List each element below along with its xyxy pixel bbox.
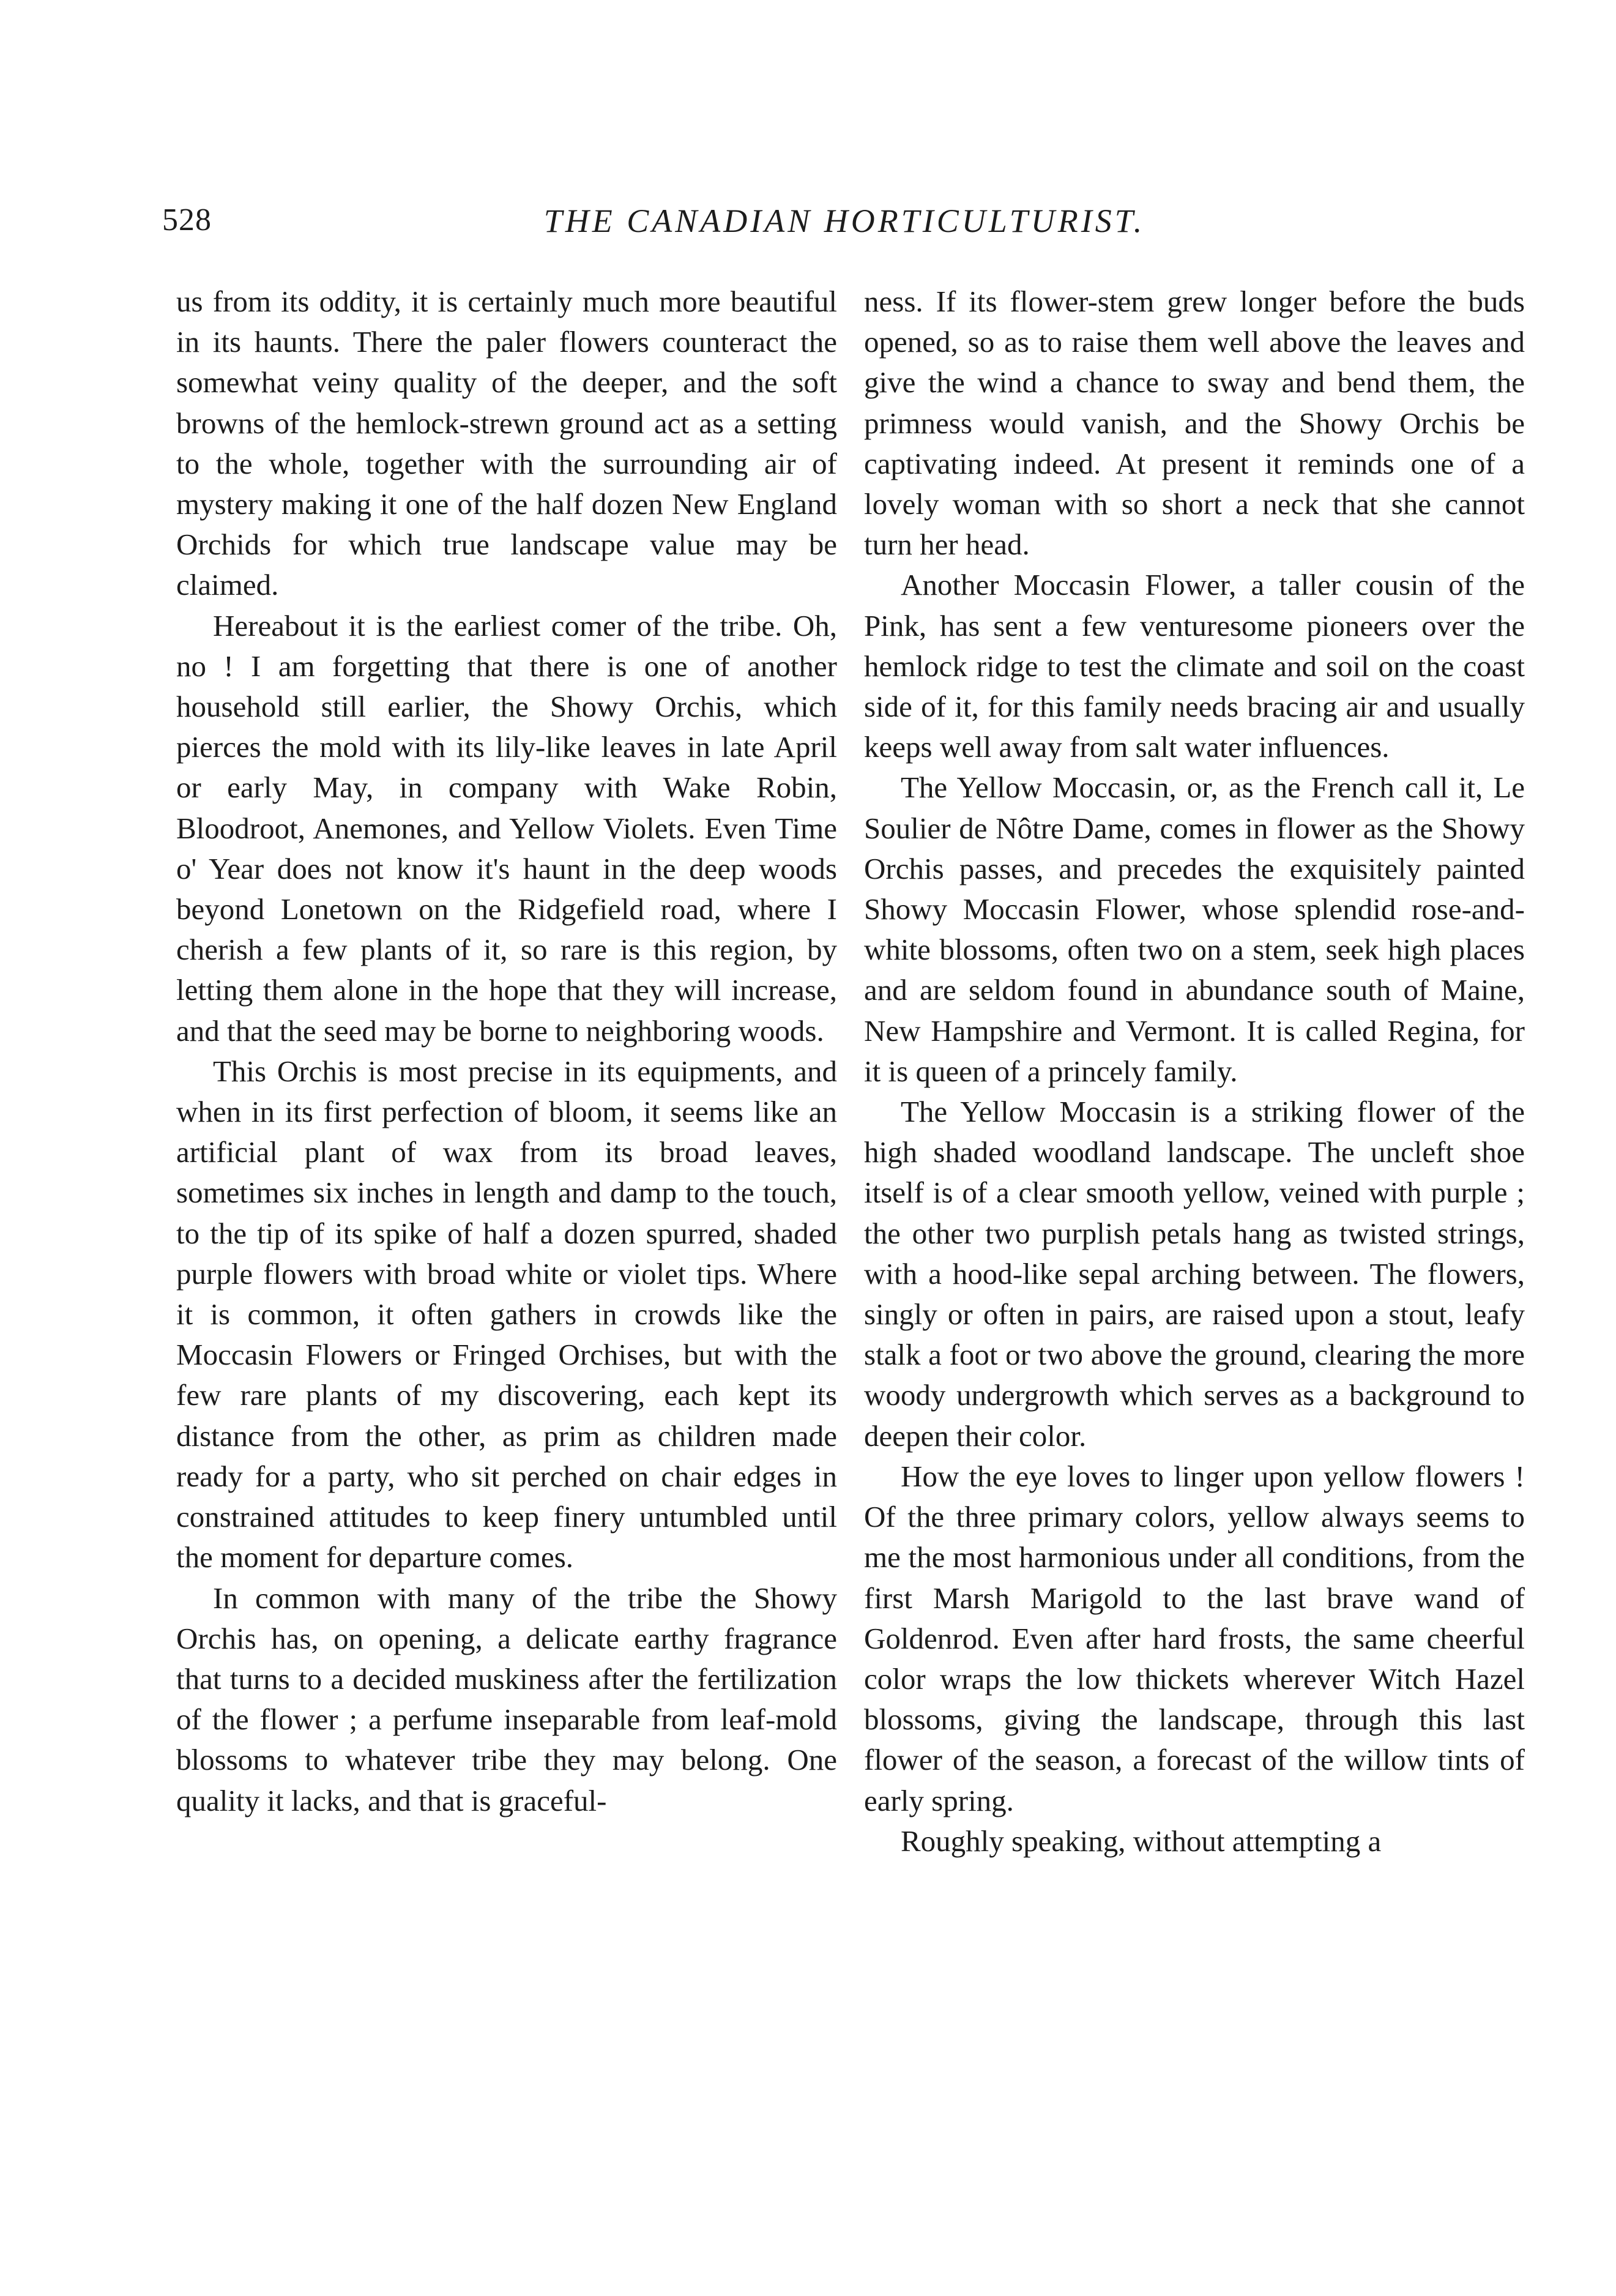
paragraph: us from its oddity, it is certainly much more beautiful in its haunts. There the paler flowers counteract the somewhat veiny quality of the deeper, and the soft browns of the hemlock-strewn ground act as a setting to the whole, together with the surrounding air of mystery making it one of the half dozen New England Orchids for which true landscape value may be claimed. (176, 285, 837, 602)
running-title: THE CANADIAN HORTICULTURIST. (543, 203, 1145, 239)
right-column (864, 281, 1525, 1862)
paragraph: In common with many of the tribe the Showy Orchis has, on opening, a delicate earthy fragrance that turns to a decided muskiness after the fertilization of the flower ; a perfume inseparable from leaf-mold blossoms to whatever tribe they may belong. One quality it lacks, and that is graceful- (176, 1581, 837, 1817)
paragraph: This Orchis is most precise in its equipments, and when in its first perfection of bloom, it seems like an artificial plant of wax from its broad leaves, sometimes six inches in length and damp to the touch, to the tip of its spike of half a dozen spurred, shaded purple flowers with broad white or violet tips. Where it is common, it often gathers in crowds like the Moccasin Flowers or Fringed Orchises, but with the few rare plants of my discovering, each kept its distance from the other, as prim as children made ready for a party, who sit perched on chair edges in constrained attitudes to keep finery untumbled until the moment for departure comes. (176, 1054, 837, 1575)
left-column (176, 281, 837, 1821)
paragraph: Another Moccasin Flower, a taller cousin of the Pink, has sent a few venturesome pioneers over the hemlock ridge to test the climate and soil on the coast side of it, for this family needs bracing air and usually keeps well away from salt water influences. (864, 568, 1525, 764)
paragraph: How the eye loves to linger upon yellow flowers ! Of the three primary colors, yellow always seems to me the most harmonious under all conditions, from the first Marsh Marigold to the last brave wand of Goldenrod. Even after hard frosts, the same cheerful color wraps the low thickets wherever Witch Hazel blossoms, giving the landscape, through this last flower of the season, a forecast of the willow tints of early spring. (864, 1459, 1525, 1817)
page-header (162, 202, 1527, 251)
paragraph: Hereabout it is the earliest comer of the tribe. Oh, no ! I am forgetting that there is one of another household still earlier, the Showy Orchis, which pierces the mold with its lily-like leaves in late April or early May, in company with Wake Robin, Bloodroot, Anemones, and Yellow Violets. Even Time o' Year does not know it's haunt in the deep woods beyond Lonetown on the Ridgefield road, where I cherish a few plants of it, so rare is this region, by letting them alone in the hope that they will increase, and that the seed may be borne to neighboring woods. (176, 608, 837, 1048)
page-number: 528 (162, 203, 212, 237)
paragraph: The Yellow Moccasin, or, as the French call it, Le Soulier de Nôtre Dame, comes in flower as the Showy Orchis passes, and precedes the exquisitely painted Showy Moccasin Flower, whose splendid rose-and-white blossoms, often two on a stem, seek high places and are seldom found in abundance south of Maine, New Hampshire and Vermont. It is called Regina, for it is queen of a princely family. (864, 770, 1525, 1088)
paragraph: The Yellow Moccasin is a striking flower of the high shaded woodland landscape. The uncleft shoe itself is of a clear smooth yellow, veined with purple ; the other two purplish petals hang as twisted strings, with a hood-like sepal arching between. The flowers, singly or often in pairs, are raised upon a stout, leafy stalk a foot or two above the ground, clearing the more woody undergrowth which serves as a background to deepen their color. (864, 1095, 1525, 1453)
paragraph: Roughly speaking, without attempting a (901, 1824, 1382, 1858)
paragraph: ness. If its flower-stem grew longer before the buds opened, so as to raise them well above the leaves and give the wind a chance to sway and bend them, the primness would vanish, and the Showy Orchis be captivating indeed. At present it reminds one of a lovely woman with so short a neck that she cannot turn her head. (864, 285, 1525, 562)
